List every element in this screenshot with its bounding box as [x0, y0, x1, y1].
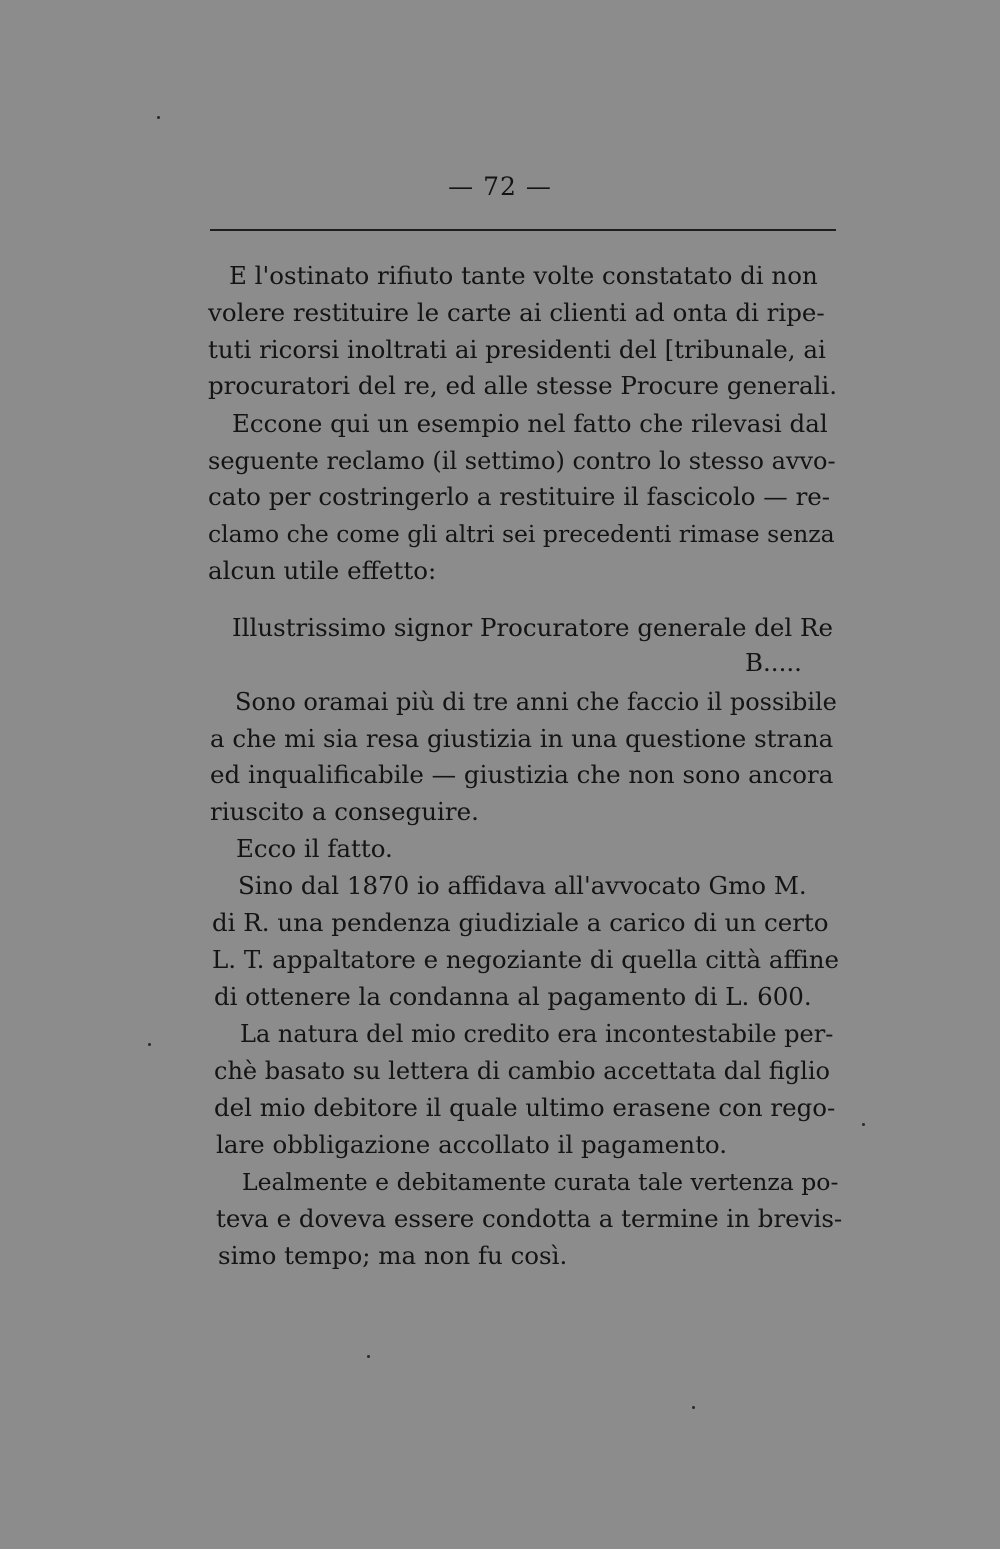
- text-line: teva e doveva essere condotta a termine in brevis-: [216, 1204, 843, 1233]
- paper-speck: [862, 1123, 865, 1126]
- text-line: Sino dal 1870 io affidava all'avvocato Gmo M.: [238, 871, 807, 900]
- text-line: di R. una pendenza giudiziale a carico di un certo: [212, 908, 829, 937]
- letter-salutation: Illustrissimo signor Procuratore generale del Re: [232, 613, 833, 642]
- text-line: E l'ostinato rifiuto tante volte constatato di non: [229, 261, 818, 290]
- paper-speck: [148, 1043, 151, 1046]
- text-line: procuratori del re, ed alle stesse Procure generali.: [208, 371, 838, 400]
- text-line: Ecco il fatto.: [236, 834, 393, 863]
- text-line: Eccone qui un esempio nel fatto che rilevasi dal: [232, 409, 828, 438]
- text-line: Sono oramai più di tre anni che faccio il possibile: [235, 688, 837, 716]
- text-line: clamo che come gli altri sei precedenti rimase senza: [208, 520, 835, 548]
- paper-speck: [367, 1355, 370, 1358]
- letter-place: B.....: [745, 648, 802, 677]
- text-line: cato per costringerlo a restituire il fascicolo — re-: [208, 482, 831, 511]
- text-line: a che mi sia resa giustizia in una questione strana: [210, 724, 834, 753]
- paper-speck: [692, 1406, 695, 1409]
- header-rule: [210, 229, 836, 231]
- text-line: riuscito a conseguire.: [210, 797, 479, 826]
- text-line: seguente reclamo (il settimo) contro lo stesso avvo-: [208, 447, 836, 475]
- text-line: Lealmente e debitamente curata tale vertenza po-: [242, 1168, 839, 1196]
- text-line: volere restituire le carte ai clienti ad onta di ripe-: [208, 298, 825, 327]
- page-number: — 72 —: [448, 172, 552, 201]
- paper-speck: [157, 116, 160, 119]
- text-line: chè basato su lettera di cambio accettata dal figlio: [214, 1057, 830, 1085]
- text-line: simo tempo; ma non fu così.: [218, 1241, 568, 1270]
- text-line: lare obbligazione accollato il pagamento.: [216, 1130, 728, 1159]
- text-line: L. T. appaltatore e negoziante di quella città affine: [212, 945, 839, 974]
- text-line: La natura del mio credito era incontestabile per-: [240, 1020, 834, 1048]
- text-line: ed inqualificabile — giustizia che non sono ancora: [210, 760, 834, 789]
- text-line: tuti ricorsi inoltrati ai presidenti del [tribunale, ai: [208, 335, 826, 364]
- text-line: del mio debitore il quale ultimo erasene con rego-: [214, 1093, 836, 1122]
- text-line: alcun utile effetto:: [208, 556, 437, 585]
- text-line: di ottenere la condanna al pagamento di L. 600.: [214, 982, 812, 1011]
